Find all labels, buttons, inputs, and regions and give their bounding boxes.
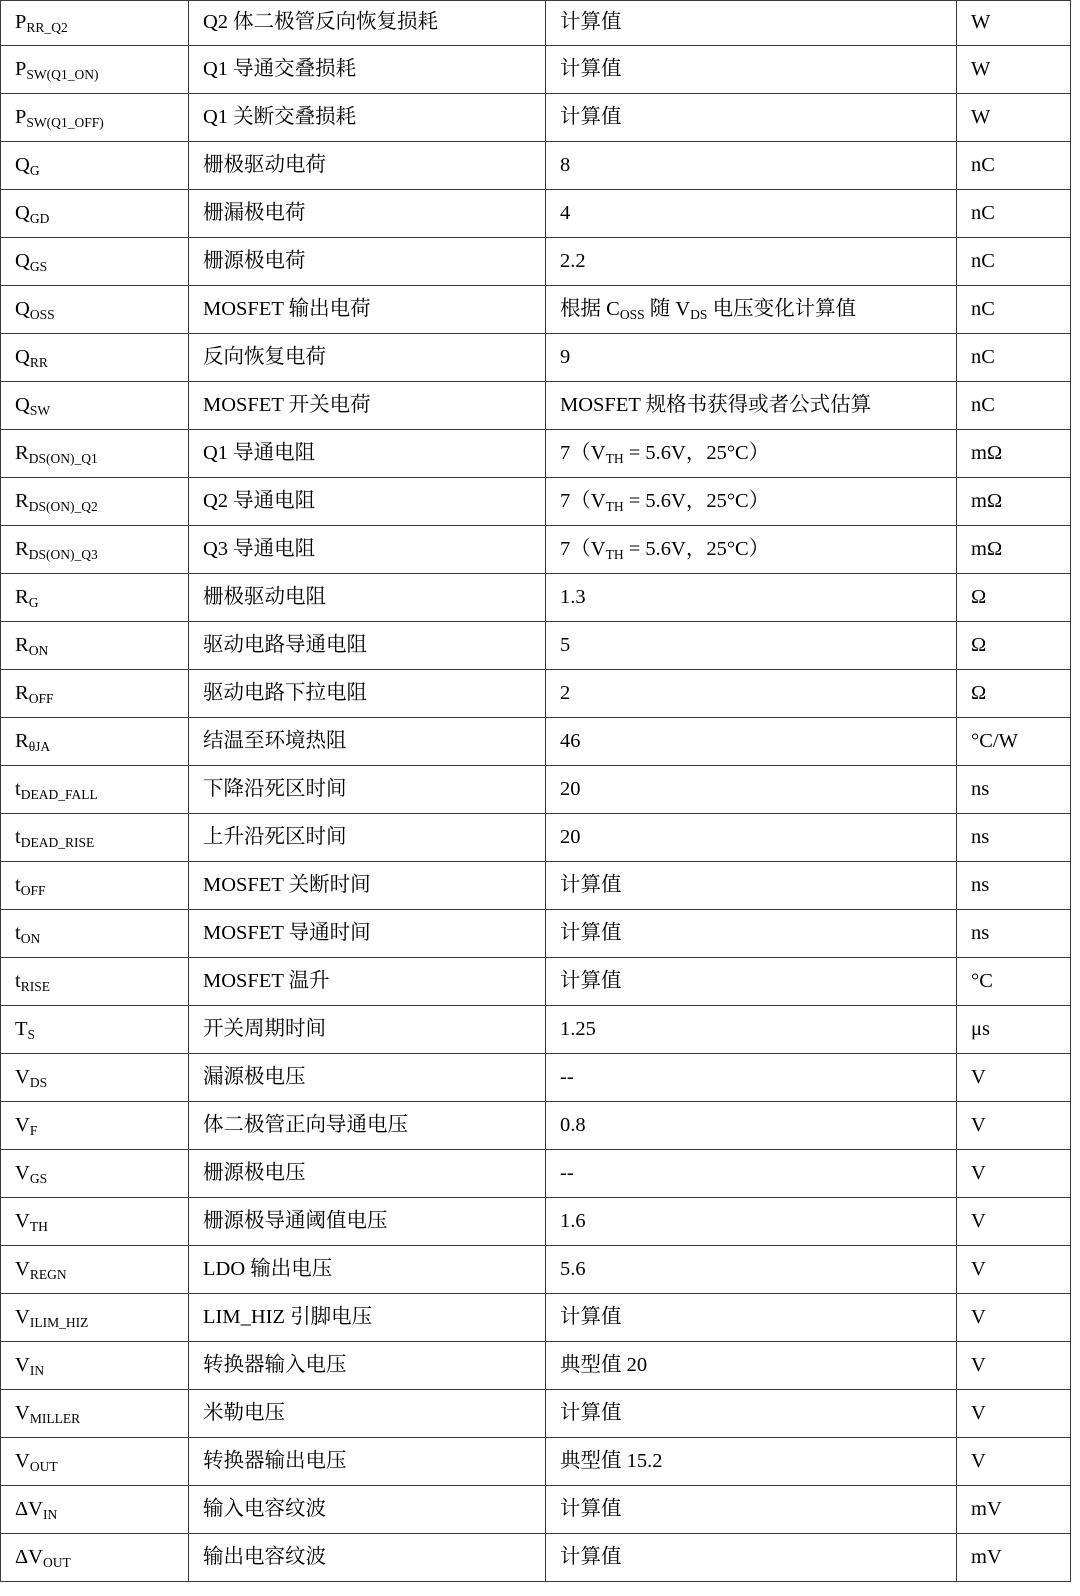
cell-symbol (1, 238, 189, 286)
cell-symbol (1, 958, 189, 1006)
cell-description: 输出电容纹波 (189, 1534, 546, 1582)
cell-unit: ns (957, 814, 1071, 862)
table-row (1, 1342, 1071, 1390)
symbol-subscript: OSS (29, 306, 55, 322)
cell-unit: V (957, 1438, 1071, 1486)
cell-description: Q1 关断交叠损耗 (189, 94, 546, 142)
cell-description: 体二极管正向导通电压 (189, 1102, 546, 1150)
symbol-base: R (15, 585, 29, 608)
cell-value: 4 (546, 190, 957, 238)
cell-unit: Ω (957, 622, 1071, 670)
cell-unit: nC (957, 142, 1071, 190)
symbol-base: V (15, 1209, 30, 1232)
cell-unit: V (957, 1246, 1071, 1294)
cell-value: 计算值 (546, 1294, 957, 1342)
cell-value: $7(V_{TH} = 5.6V$，25°C） (546, 526, 957, 574)
cell-unit: ns (957, 766, 1071, 814)
symbol-subscript: DS(ON)_Q2 (28, 498, 98, 514)
cell-unit: °C (957, 958, 1071, 1006)
cell-unit: V (957, 1342, 1071, 1390)
cell-value: 典型值 20 (546, 1342, 957, 1390)
symbol-base: V (15, 1257, 30, 1280)
cell-unit: W (957, 94, 1071, 142)
symbol-subscript: SW (29, 402, 51, 418)
cell-symbol (1, 94, 189, 142)
table-row (1, 718, 1071, 766)
cell-symbol (1, 1, 189, 46)
cell-value: 20 (546, 766, 957, 814)
symbol-base: Q (15, 345, 30, 368)
symbol-base: V (15, 1401, 30, 1424)
cell-unit: nC (957, 286, 1071, 334)
cell-value: $7(V_{TH} = 5.6V$，25°C） (546, 478, 957, 526)
symbol-subscript: G (28, 594, 39, 610)
symbol-subscript: G (29, 162, 40, 178)
cell-value: 2 (546, 670, 957, 718)
symbol-base: V (15, 1113, 30, 1136)
table-row (1, 46, 1071, 94)
symbol-subscript: IN (29, 1362, 45, 1378)
symbol-base: Q (15, 201, 30, 224)
table-row (1, 958, 1071, 1006)
table-row (1, 1390, 1071, 1438)
symbol-subscript: ON (28, 642, 49, 658)
cell-symbol (1, 430, 189, 478)
symbol-base: V (15, 1353, 30, 1376)
cell-unit: V (957, 1198, 1071, 1246)
cell-value: 9 (546, 334, 957, 382)
cell-value: $7(V_{TH} = 5.6V$，25°C） (546, 430, 957, 478)
cell-description: 栅源极电压 (189, 1150, 546, 1198)
cell-symbol (1, 526, 189, 574)
cell-unit: nC (957, 238, 1071, 286)
symbol-subscript: DS (29, 1074, 48, 1090)
table-row (1, 190, 1071, 238)
cell-value: -- (546, 1054, 957, 1102)
cell-description: 驱动电路导通电阻 (189, 622, 546, 670)
cell-value: 1.3 (546, 574, 957, 622)
cell-value: 5 (546, 622, 957, 670)
symbol-subscript: RISE (20, 978, 50, 994)
symbol-subscript: TH (29, 1218, 48, 1234)
cell-unit: V (957, 1102, 1071, 1150)
cell-description: 反向恢复电荷 (189, 334, 546, 382)
table-row (1, 142, 1071, 190)
symbol-subscript: θJA (28, 738, 51, 754)
cell-value: 典型值 15.2 (546, 1438, 957, 1486)
symbol-base: t (15, 969, 21, 992)
cell-value: 计算值 (546, 1486, 957, 1534)
symbol-base: t (15, 825, 21, 848)
cell-description: LIM_HIZ 引脚电压 (189, 1294, 546, 1342)
table-row (1, 1054, 1071, 1102)
cell-unit: V (957, 1054, 1071, 1102)
cell-symbol (1, 1438, 189, 1486)
table-row (1, 1, 1071, 46)
cell-symbol (1, 478, 189, 526)
cell-unit: Ω (957, 574, 1071, 622)
cell-symbol (1, 766, 189, 814)
table-row (1, 1438, 1071, 1486)
cell-symbol (1, 670, 189, 718)
symbol-subscript: OFF (20, 882, 46, 898)
cell-unit: V (957, 1150, 1071, 1198)
cell-symbol (1, 382, 189, 430)
cell-value: 20 (546, 814, 957, 862)
symbol-subscript: IN (43, 1506, 58, 1522)
table-row (1, 430, 1071, 478)
table-row (1, 526, 1071, 574)
symbol-base: R (15, 441, 29, 464)
table-row (1, 814, 1071, 862)
cell-value: 1.25 (546, 1006, 957, 1054)
cell-description: 栅源极电荷 (189, 238, 546, 286)
cell-value: 计算值 (546, 1390, 957, 1438)
cell-description: 开关周期时间 (189, 1006, 546, 1054)
symbol-base: ΔV (15, 1545, 43, 1568)
cell-unit: Ω (957, 670, 1071, 718)
cell-unit: μs (957, 1006, 1071, 1054)
table-row (1, 334, 1071, 382)
cell-description: MOSFET 导通时间 (189, 910, 546, 958)
cell-unit: mΩ (957, 478, 1071, 526)
cell-description: 上升沿死区时间 (189, 814, 546, 862)
symbol-base: R (15, 537, 29, 560)
table-row (1, 286, 1071, 334)
cell-description: 米勒电压 (189, 1390, 546, 1438)
cell-value: 0.8 (546, 1102, 957, 1150)
symbol-base: R (15, 729, 29, 752)
table-row (1, 382, 1071, 430)
symbol-subscript: DS(ON)_Q3 (28, 546, 98, 562)
cell-symbol (1, 1390, 189, 1438)
cell-description: MOSFET 开关电荷 (189, 382, 546, 430)
cell-description: 下降沿死区时间 (189, 766, 546, 814)
symbol-subscript: SW(Q1_ON) (26, 66, 99, 82)
symbol-subscript: DEAD_RISE (20, 834, 95, 850)
symbol-base: t (15, 873, 21, 896)
cell-description: 漏源极电压 (189, 1054, 546, 1102)
cell-symbol (1, 1294, 189, 1342)
cell-description: 栅极驱动电荷 (189, 142, 546, 190)
cell-unit: mV (957, 1486, 1071, 1534)
table-row (1, 1198, 1071, 1246)
symbol-base: Q (15, 297, 30, 320)
cell-value: 46 (546, 718, 957, 766)
cell-description: MOSFET 温升 (189, 958, 546, 1006)
cell-value: -- (546, 1150, 957, 1198)
symbol-base: V (15, 1065, 30, 1088)
cell-symbol (1, 1102, 189, 1150)
symbol-base: T (15, 1017, 28, 1040)
cell-description: Q2 导通电阻 (189, 478, 546, 526)
cell-description: 转换器输入电压 (189, 1342, 546, 1390)
cell-description: 输入电容纹波 (189, 1486, 546, 1534)
cell-symbol (1, 1198, 189, 1246)
cell-description: 结温至环境热阻 (189, 718, 546, 766)
symbol-base: V (15, 1161, 30, 1184)
cell-description: 栅漏极电荷 (189, 190, 546, 238)
table-row (1, 1294, 1071, 1342)
table-row (1, 478, 1071, 526)
cell-value: 5.6 (546, 1246, 957, 1294)
cell-value: 计算值 (546, 1, 957, 46)
cell-symbol (1, 142, 189, 190)
cell-symbol (1, 1246, 189, 1294)
table-row (1, 94, 1071, 142)
symbol-subscript: REGN (29, 1266, 67, 1282)
table-row (1, 1006, 1071, 1054)
cell-symbol (1, 718, 189, 766)
cell-value: 计算值 (546, 910, 957, 958)
symbol-subscript: OFF (28, 690, 54, 706)
symbol-subscript: MILLER (29, 1410, 81, 1426)
cell-unit: ns (957, 862, 1071, 910)
cell-description: 栅极驱动电阻 (189, 574, 546, 622)
symbol-subscript: RR_Q2 (26, 20, 68, 35)
cell-description: Q3 导通电阻 (189, 526, 546, 574)
table-row (1, 910, 1071, 958)
cell-symbol (1, 574, 189, 622)
cell-symbol (1, 1534, 189, 1582)
cell-unit: W (957, 1, 1071, 46)
cell-unit: nC (957, 190, 1071, 238)
cell-symbol (1, 814, 189, 862)
parameter-table-body (1, 1, 1071, 1582)
symbol-base: Q (15, 153, 30, 176)
symbol-subscript: ILIM_HIZ (29, 1314, 89, 1330)
symbol-subscript: DS(ON)_Q1 (28, 450, 98, 466)
symbol-base: V (15, 1449, 30, 1472)
table-row (1, 574, 1071, 622)
cell-symbol (1, 1342, 189, 1390)
cell-symbol (1, 1054, 189, 1102)
cell-description: LDO 输出电压 (189, 1246, 546, 1294)
cell-value: MOSFET 规格书获得或者公式估算 (546, 382, 957, 430)
cell-description: Q2 体二极管反向恢复损耗 (189, 1, 546, 46)
symbol-base: t (15, 777, 21, 800)
cell-value: 根据 $C_{OSS}$ 随 $V_{DS}$ 电压变化计算值 (546, 286, 957, 334)
table-row (1, 622, 1071, 670)
symbol-subscript: RR (29, 354, 48, 370)
cell-symbol (1, 1150, 189, 1198)
cell-symbol (1, 1006, 189, 1054)
cell-value: 计算值 (546, 94, 957, 142)
symbol-subscript: SW(Q1_OFF) (26, 114, 104, 130)
cell-value: 计算值 (546, 1534, 957, 1582)
cell-description: 转换器输出电压 (189, 1438, 546, 1486)
symbol-base: Q (15, 249, 30, 272)
symbol-subscript: GS (29, 1170, 48, 1186)
symbol-base: P (15, 105, 27, 128)
cell-unit: °C/W (957, 718, 1071, 766)
cell-description: 驱动电路下拉电阻 (189, 670, 546, 718)
cell-symbol (1, 1486, 189, 1534)
cell-unit: V (957, 1294, 1071, 1342)
table-row (1, 766, 1071, 814)
table-row (1, 1102, 1071, 1150)
cell-symbol (1, 286, 189, 334)
cell-description: 栅源极导通阈值电压 (189, 1198, 546, 1246)
cell-unit: mΩ (957, 526, 1071, 574)
cell-unit: nC (957, 382, 1071, 430)
table-row (1, 238, 1071, 286)
table-row (1, 1534, 1071, 1582)
symbol-subscript: OUT (43, 1554, 71, 1570)
cell-description: Q1 导通交叠损耗 (189, 46, 546, 94)
symbol-base: V (15, 1305, 30, 1328)
cell-description: MOSFET 输出电荷 (189, 286, 546, 334)
symbol-subscript: GS (29, 258, 48, 274)
cell-value: 计算值 (546, 862, 957, 910)
cell-symbol (1, 46, 189, 94)
cell-value: 计算值 (546, 46, 957, 94)
symbol-subscript: OUT (29, 1458, 58, 1474)
cell-value: 1.6 (546, 1198, 957, 1246)
cell-value: 2.2 (546, 238, 957, 286)
table-row (1, 1150, 1071, 1198)
cell-unit: nC (957, 334, 1071, 382)
table-row (1, 1246, 1071, 1294)
cell-unit: mV (957, 1534, 1071, 1582)
symbol-subscript: S (27, 1026, 36, 1042)
symbol-base: Q (15, 393, 30, 416)
cell-symbol (1, 334, 189, 382)
symbol-base: P (15, 57, 27, 80)
symbol-subscript: DEAD_FALL (20, 786, 98, 802)
cell-description: MOSFET 关断时间 (189, 862, 546, 910)
cell-symbol (1, 862, 189, 910)
cell-value: 8 (546, 142, 957, 190)
symbol-subscript: ON (20, 930, 41, 946)
symbol-subscript: F (29, 1122, 38, 1138)
symbol-base: P (15, 11, 27, 34)
cell-symbol (1, 190, 189, 238)
table-row (1, 1486, 1071, 1534)
cell-unit: mΩ (957, 430, 1071, 478)
cell-unit: V (957, 1390, 1071, 1438)
table-row (1, 670, 1071, 718)
symbol-base: t (15, 921, 21, 944)
cell-description: Q1 导通电阻 (189, 430, 546, 478)
symbol-base: ΔV (15, 1497, 43, 1520)
cell-unit: ns (957, 910, 1071, 958)
symbol-base: R (15, 681, 29, 704)
cell-symbol (1, 910, 189, 958)
table-row (1, 862, 1071, 910)
symbol-subscript: GD (29, 210, 50, 226)
cell-symbol (1, 622, 189, 670)
symbol-base: R (15, 489, 29, 512)
symbol-base: R (15, 633, 29, 656)
cell-value: 计算值 (546, 958, 957, 1006)
cell-unit: W (957, 46, 1071, 94)
